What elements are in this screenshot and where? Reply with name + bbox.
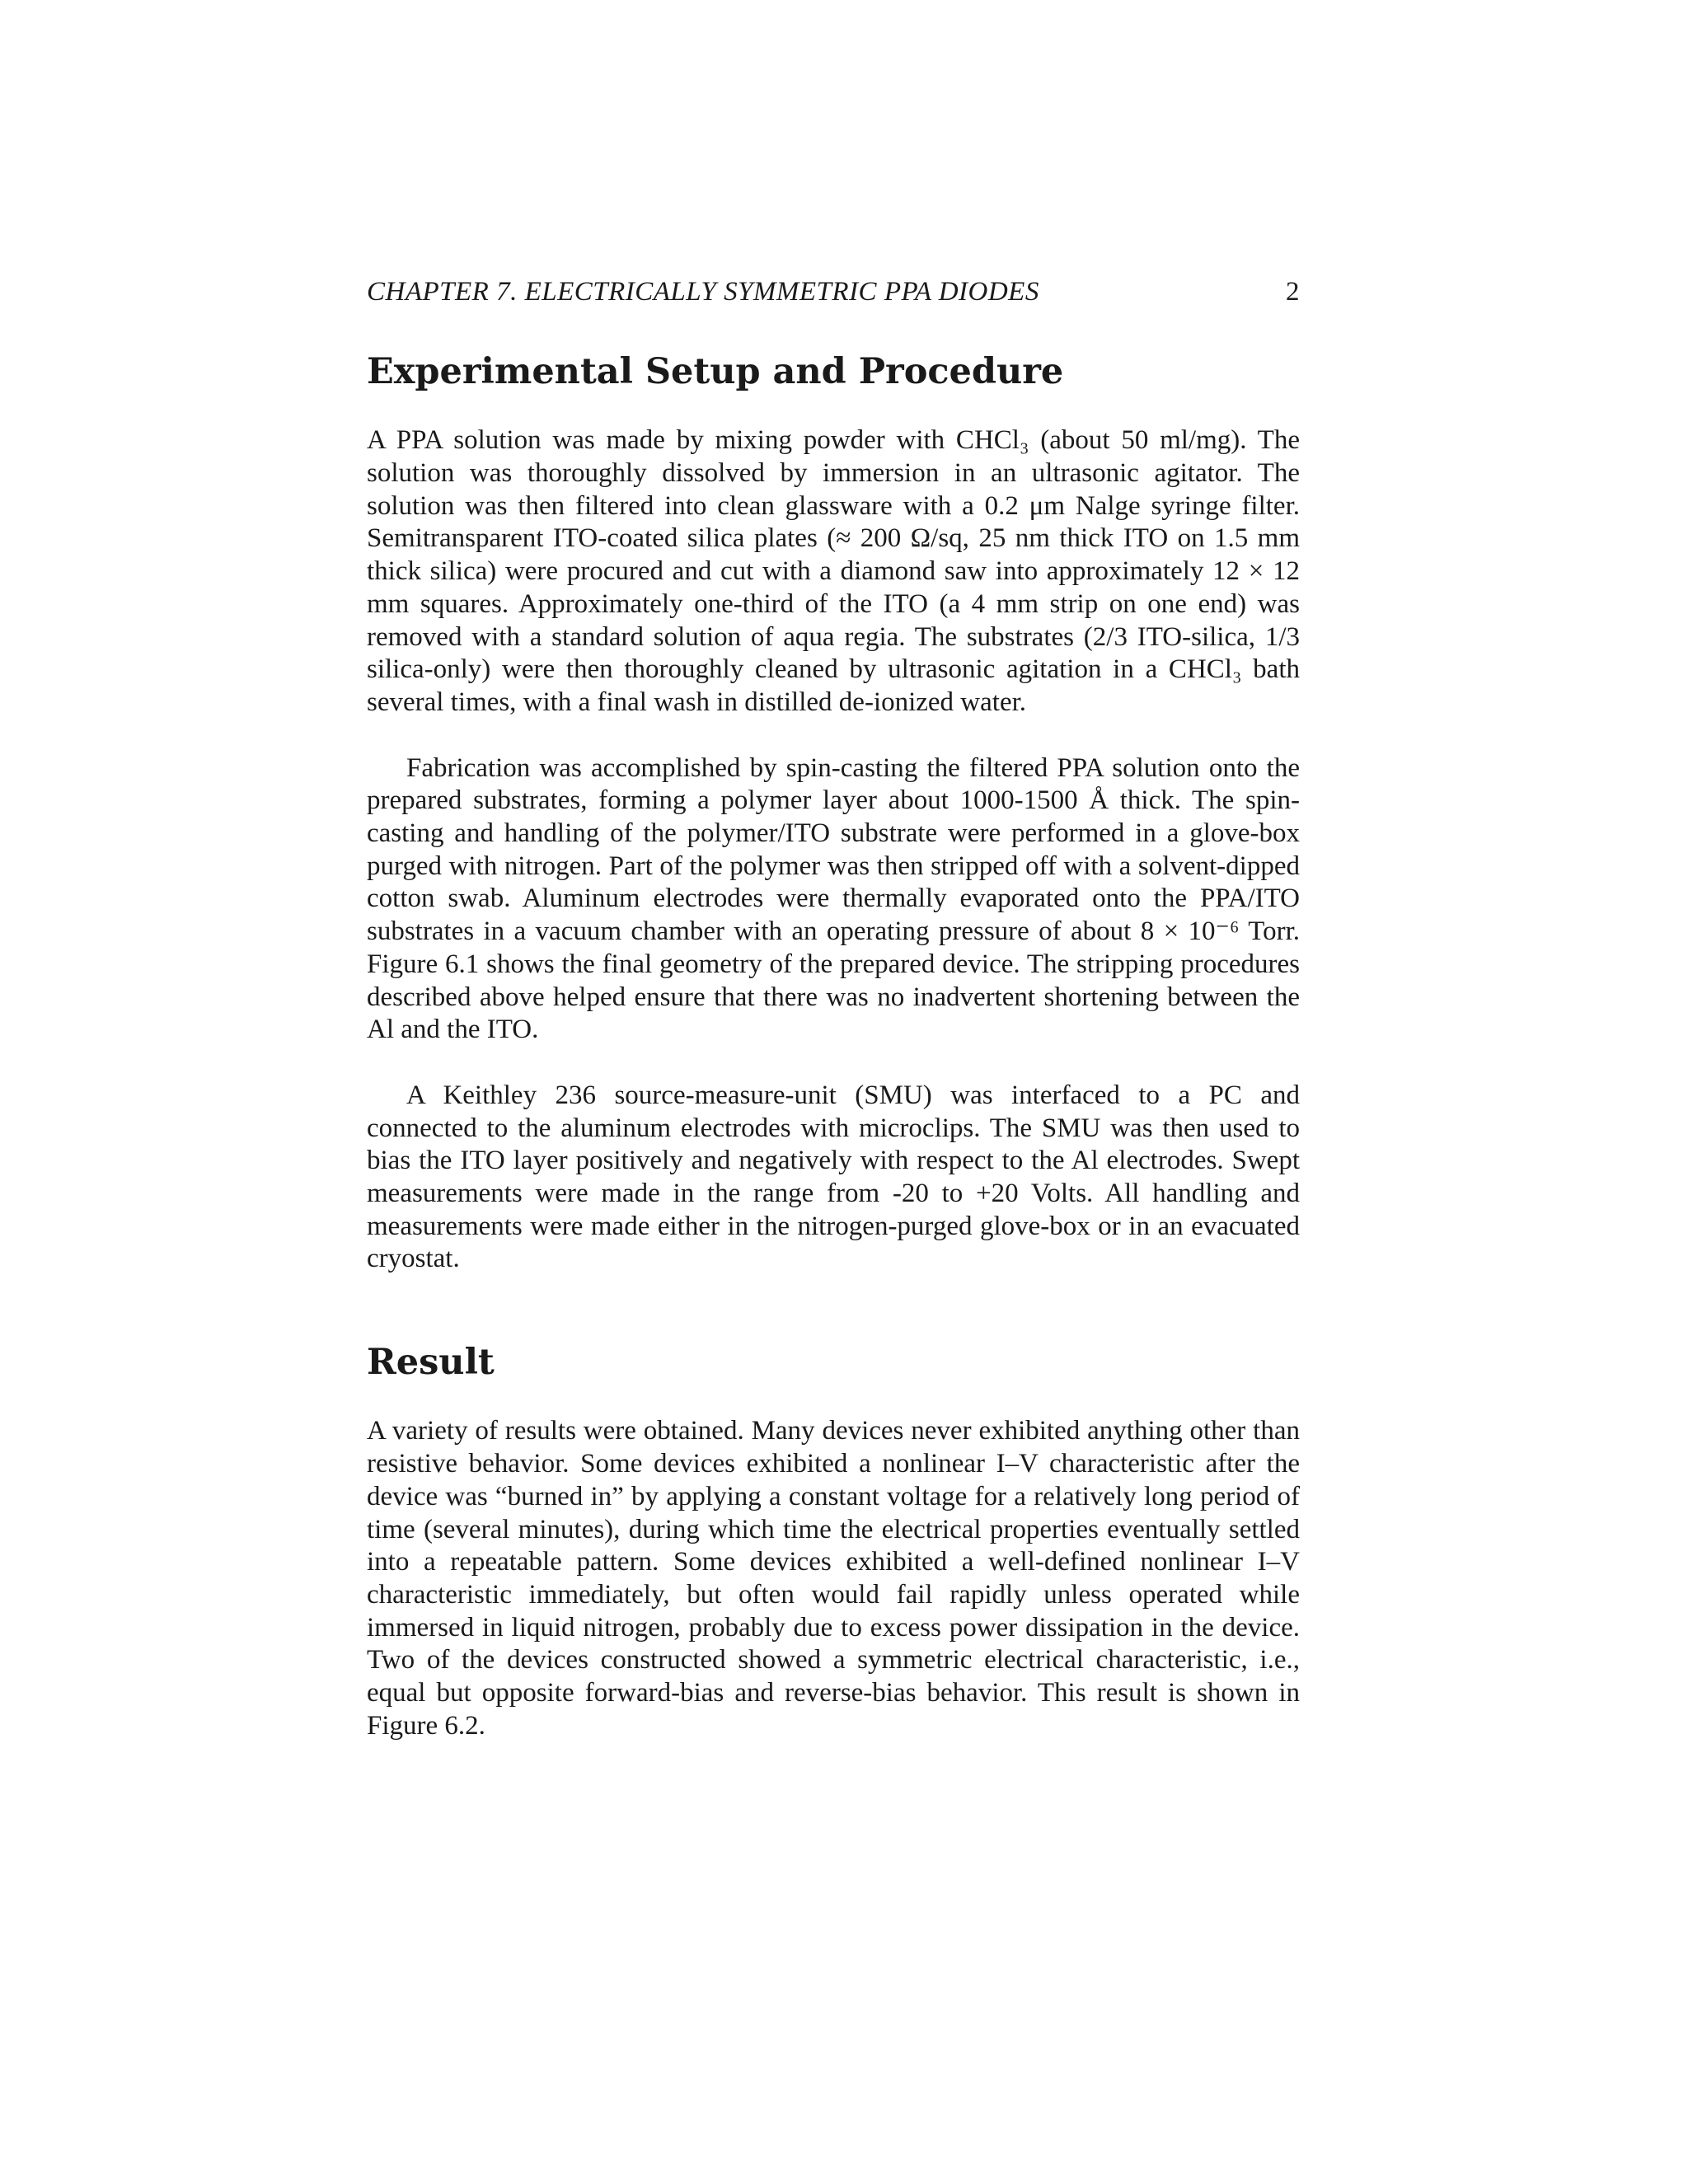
paragraph: A Keithley 236 source-measure-unit (SMU) was interfaced to a PC and connected to the aluminum electrodes with microclips. The SMU was then used to bias the ITO layer positively and negatively with respect to the Al electrodes. Swept measurements were made in the range from -20 to +20 Volts. All handling and measurements were made either in the nitrogen-purged glove-box or in an evacuated cryostat. <box>367 1080 1300 1274</box>
chapter-title: CHAPTER 7. ELECTRICALLY SYMMETRIC PPA DIODES <box>367 277 1039 307</box>
paragraph: A PPA solution was made by mixing powder with CHCl₃ (about 50 ml/mg). The solution was thoroughly dissolved by immersion in an ultrasonic agitator. The solution was then filtered into clean glassware with a 0.2 μm Nalge syringe filter. Semitransparent ITO-coated silica plates (≈ 200 Ω/sq, 25 nm thick ITO on 1.5 mm thick silica) were procured and cut with a diamond saw into approximately 12 × 12 mm squares. Approximately one-third of the ITO (a 4 mm strip on one end) was removed with a standard solution of aqua regia. The substrates (2/3 ITO-silica, 1/3 silica-only) were then thoroughly cleaned by ultrasonic agitation in a CHCl₃ bath several times, with a final wash in distilled de-ionized water. <box>367 425 1300 717</box>
running-head <box>367 277 1300 310</box>
section-title-result: Result <box>367 1342 495 1384</box>
page-number: 2 <box>1286 277 1300 307</box>
section-gap <box>367 1276 1300 1301</box>
paragraph: A variety of results were obtained. Many devices never exhibited anything other than resistive behavior. Some devices exhibited a nonlinear I–V characteristic after the device was “burned in” by applying a constant voltage for a relatively long period of time (several minutes), during which time the electrical properties eventually settled into a repeatable pattern. Some devices exhibited a well-defined nonlinear I–V characteristic immediately, but often would fail rapidly unless operated while immersed in liquid nitrogen, probably due to excess power dissipation in the device. Two of the devices constructed showed a symmetric electrical characteristic, i.e., equal but opposite forward-bias and reverse-bias behavior. This result is shown in Figure 6.2. <box>367 1416 1300 1741</box>
paragraph: Fabrication was accomplished by spin-casting the filtered PPA solution onto the prepared substrates, forming a polymer layer about 1000-1500 Å thick. The spin-casting and handling of the polymer/ITO substrate were performed in a glove-box purged with nitrogen. Part of the polymer was then stripped off with a solvent-dipped cotton swab. Aluminum electrodes were thermally evaporated onto the PPA/ITO substrates in a vacuum chamber with an operating pressure of about 8 × 10⁻⁶ Torr. Figure 6.1 shows the final geometry of the prepared device. The stripping procedures described above helped ensure that there was no inadvertent shortening between the Al and the ITO. <box>367 752 1300 1045</box>
page <box>367 277 1300 1743</box>
section-title-experimental: Experimental Setup and Procedure <box>367 351 1064 392</box>
